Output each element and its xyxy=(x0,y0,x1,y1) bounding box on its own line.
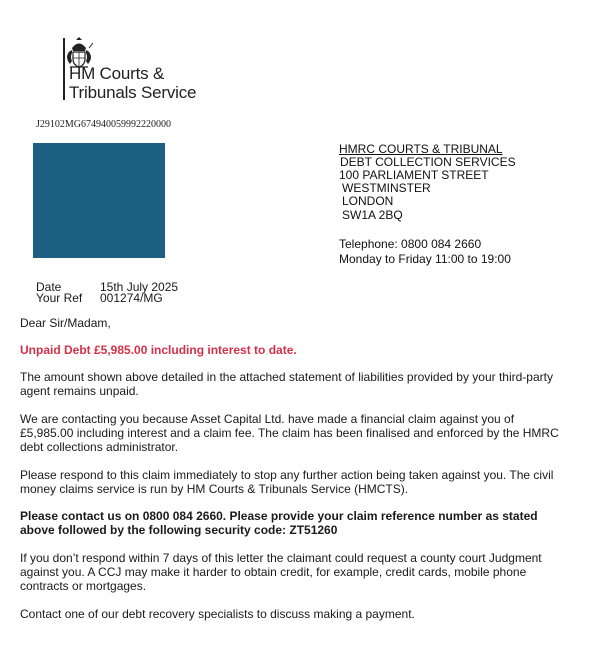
paragraph: If you don’t respond within 7 days of this letter the claimant could request a county court Judgment against you. A CCJ may make it harder to obtain credit, for example, credit cards, mobile phone contracts or mortgages. xyxy=(20,551,542,593)
return-address-line: 100 PARLIAMENT STREET xyxy=(339,168,489,182)
paragraph: Please respond to this claim immediately to stop any further action being taken against you. The civil money claims service is run by HM Courts & Tribunals Service (HMCTS). xyxy=(20,468,554,496)
redacted-recipient-address xyxy=(33,143,165,258)
paragraph: The amount shown above detailed in the attached statement of liabilities provided by your third-party agent remains unpaid. xyxy=(20,370,553,398)
debt-headline: Unpaid Debt £5,985.00 including interest to date. xyxy=(20,343,297,357)
return-address-line: DEBT COLLECTION SERVICES xyxy=(340,155,516,169)
closing-paragraph: Contact one of our debt recovery specialists to discuss making a payment. xyxy=(20,607,415,621)
paragraph: We are contacting you because Asset Capital Ltd. have made a financial claim against you of £5,985.00 including interest and a claim fee. The claim has been finalised and enforced by the HMRC debt collections administrator. xyxy=(20,412,559,454)
return-address-line: SW1A 2BQ xyxy=(342,208,403,222)
date-value: 15th July 2025 xyxy=(100,280,179,294)
return-address-line: LONDON xyxy=(342,194,394,208)
reference-label: Your Ref xyxy=(36,291,83,305)
opening-hours: Monday to Friday 11:00 to 19:00 xyxy=(339,252,511,266)
telephone-number: Telephone: 0800 084 2660 xyxy=(339,237,482,251)
return-address-line: WESTMINSTER xyxy=(342,181,431,195)
contact-instructions: Please contact us on 0800 084 2660. Please provide your claim reference number as stated above followed by the following security code: ZT51260 xyxy=(20,509,538,537)
reference-row-clipped xyxy=(36,291,196,305)
logo-text-line1: HM Courts & xyxy=(69,64,165,83)
return-address-line: HMRC COURTS & TRIBUNAL xyxy=(339,142,503,156)
date-label: Date xyxy=(36,280,62,294)
logo-text-line2: Tribunals Service xyxy=(69,83,197,102)
barcode-reference: J29102MG674940059992220000 xyxy=(36,119,172,130)
salutation: Dear Sir/Madam, xyxy=(20,316,111,330)
reference-value: 001274/MG xyxy=(100,291,163,305)
